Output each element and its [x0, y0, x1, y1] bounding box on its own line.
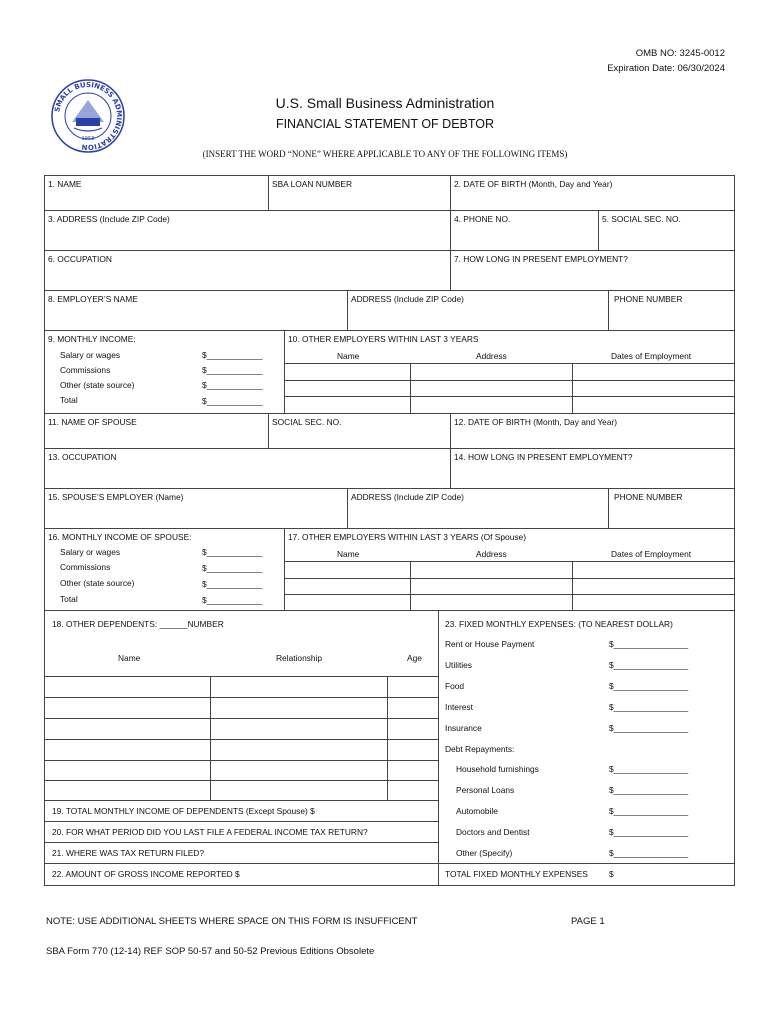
field-17-spouse-other-employers: 17. OTHER EMPLOYERS WITHIN LAST 3 YEARS (Of Spouse): [288, 532, 526, 542]
field-8-employer-name[interactable]: 8. EMPLOYER’S NAME: [48, 294, 138, 304]
field-1-name[interactable]: 1. NAME: [48, 179, 82, 189]
field-20-tax-return-period[interactable]: 20. FOR WHAT PERIOD DID YOU LAST FILE A FEDERAL INCOME TAX RETURN?: [52, 827, 368, 837]
field-23-fixed-monthly-expenses: 23. FIXED MONTHLY EXPENSES: (TO NEAREST DOLLAR): [445, 619, 673, 629]
income-other-input[interactable]: $____________: [202, 380, 263, 390]
spouse-income-label-salary: Salary or wages: [60, 547, 121, 557]
expense-label-insurance: Insurance: [445, 723, 482, 733]
spouse-income-other-input[interactable]: $____________: [202, 579, 263, 589]
expense-utilities-input[interactable]: $________________: [609, 660, 689, 670]
field-8-employer-address[interactable]: ADDRESS (Include ZIP Code): [351, 294, 464, 304]
field-15-spouse-employer-address[interactable]: ADDRESS (Include ZIP Code): [351, 492, 464, 502]
field-2-date-of-birth[interactable]: 2. DATE OF BIRTH (Month, Day and Year): [454, 179, 613, 189]
expense-insurance-input[interactable]: $________________: [609, 723, 689, 733]
col-employment-dates: Dates of Employment: [611, 351, 692, 361]
col-dependent-age: Age: [407, 653, 422, 663]
expense-doctors-input[interactable]: $________________: [609, 827, 689, 837]
field-3-address[interactable]: 3. ADDRESS (Include ZIP Code): [48, 214, 170, 224]
expense-automobile-input[interactable]: $________________: [609, 806, 689, 816]
field-19-dependents-income[interactable]: 19. TOTAL MONTHLY INCOME OF DEPENDENTS (Except Spouse) $: [52, 806, 315, 816]
form-title: FINANCIAL STATEMENT OF DEBTOR: [275, 117, 495, 131]
field-13-spouse-occupation[interactable]: 13. OCCUPATION: [48, 452, 117, 462]
field-8-employer-phone[interactable]: PHONE NUMBER: [614, 294, 683, 304]
expense-other-input[interactable]: $________________: [609, 848, 689, 858]
field-15-spouse-employer-phone[interactable]: PHONE NUMBER: [614, 492, 683, 502]
expense-label-doctors: Doctors and Dentist: [456, 827, 530, 837]
col-employer-name: Name: [337, 351, 360, 361]
spouse-income-label-other: Other (state source): [60, 578, 135, 588]
spouse-income-total-input[interactable]: $____________: [202, 595, 263, 605]
income-label-salary: Salary or wages: [60, 350, 121, 360]
spouse-income-salary-input[interactable]: $____________: [202, 547, 263, 557]
expense-personal-loans-input[interactable]: $________________: [609, 785, 689, 795]
field-spouse-ssn[interactable]: SOCIAL SEC. NO.: [272, 417, 342, 427]
omb-number: OMB NO: 3245-0012: [635, 48, 725, 59]
expense-label-rent: Rent or House Payment: [445, 639, 535, 649]
field-9-monthly-income: 9. MONTHLY INCOME:: [48, 334, 136, 344]
field-15-spouse-employer[interactable]: 15. SPOUSE’S EMPLOYER (Name): [48, 492, 184, 502]
col-spouse-employer-name: Name: [337, 549, 360, 559]
spouse-income-label-total: Total: [60, 594, 78, 604]
field-16-spouse-monthly-income: 16. MONTHLY INCOME OF SPOUSE:: [48, 532, 192, 542]
expense-label-personal-loans: Personal Loans: [456, 785, 515, 795]
col-dependent-name: Name: [118, 653, 141, 663]
field-7-employment-length[interactable]: 7. HOW LONG IN PRESENT EMPLOYMENT?: [454, 254, 628, 264]
income-label-total: Total: [60, 395, 78, 405]
spouse-income-label-commissions: Commissions: [60, 562, 111, 572]
income-label-commissions: Commissions: [60, 365, 111, 375]
expense-label-interest: Interest: [445, 702, 473, 712]
field-12-spouse-dob[interactable]: 12. DATE OF BIRTH (Month, Day and Year): [454, 417, 618, 427]
field-sba-loan-number[interactable]: SBA LOAN NUMBER: [272, 179, 353, 189]
income-salary-input[interactable]: $____________: [202, 350, 263, 360]
field-22-gross-income[interactable]: 22. AMOUNT OF GROSS INCOME REPORTED $: [52, 869, 240, 879]
income-commissions-input[interactable]: $____________: [202, 365, 263, 375]
field-21-tax-return-location[interactable]: 21. WHERE WAS TAX RETURN FILED?: [52, 848, 205, 858]
agency-name: U.S. Small Business Administration: [275, 95, 495, 111]
expense-label-automobile: Automobile: [456, 806, 498, 816]
col-spouse-employer-address: Address: [476, 549, 507, 559]
field-5-social-security[interactable]: 5. SOCIAL SEC. NO.: [602, 214, 681, 224]
expense-label-debt-repayments: Debt Repayments:: [445, 744, 515, 754]
sba-seal-logo: [50, 78, 126, 154]
field-10-other-employers: 10. OTHER EMPLOYERS WITHIN LAST 3 YEARS: [288, 334, 479, 344]
instructions: (INSERT THE WORD “NONE” WHERE APPLICABLE TO ANY OF THE FOLLOWING ITEMS): [202, 149, 568, 159]
svg-text:1953: 1953: [81, 136, 95, 142]
expense-label-household: Household furnishings: [456, 764, 539, 774]
field-6-occupation[interactable]: 6. OCCUPATION: [48, 254, 112, 264]
col-employer-address: Address: [476, 351, 507, 361]
expense-label-utilities: Utilities: [445, 660, 472, 670]
expiration-date: Expiration Date: 06/30/2024: [607, 63, 725, 74]
expense-label-total: TOTAL FIXED MONTHLY EXPENSES: [445, 869, 588, 879]
svg-text:SMALL BUSINESS ADMINISTRATION: SMALL BUSINESS ADMINISTRATION: [53, 80, 124, 152]
page-number: PAGE 1: [571, 916, 605, 927]
field-11-spouse-name[interactable]: 11. NAME OF SPOUSE: [48, 417, 137, 427]
income-total-input[interactable]: $____________: [202, 396, 263, 406]
field-4-phone[interactable]: 4. PHONE NO.: [454, 214, 511, 224]
expense-interest-input[interactable]: $________________: [609, 702, 689, 712]
col-spouse-employment-dates: Dates of Employment: [611, 549, 692, 559]
field-14-spouse-employment-length[interactable]: 14. HOW LONG IN PRESENT EMPLOYMENT?: [454, 452, 633, 462]
income-label-other: Other (state source): [60, 380, 135, 390]
form-reference: SBA Form 770 (12-14) REF SOP 50-57 and 50-52 Previous Editions Obsolete: [46, 946, 375, 957]
expense-label-other: Other (Specify): [456, 848, 513, 858]
expense-food-input[interactable]: $________________: [609, 681, 689, 691]
spouse-income-commissions-input[interactable]: $____________: [202, 563, 263, 573]
expense-total-input[interactable]: $: [609, 869, 614, 879]
expense-household-input[interactable]: $________________: [609, 764, 689, 774]
footer-note: NOTE: USE ADDITIONAL SHEETS WHERE SPACE ON THIS FORM IS INSUFFICENT: [46, 916, 418, 927]
expense-rent-input[interactable]: $________________: [609, 639, 689, 649]
field-18-other-dependents[interactable]: 18. OTHER DEPENDENTS: ______NUMBER: [52, 619, 224, 629]
expense-label-food: Food: [445, 681, 465, 691]
col-dependent-relationship: Relationship: [276, 653, 323, 663]
